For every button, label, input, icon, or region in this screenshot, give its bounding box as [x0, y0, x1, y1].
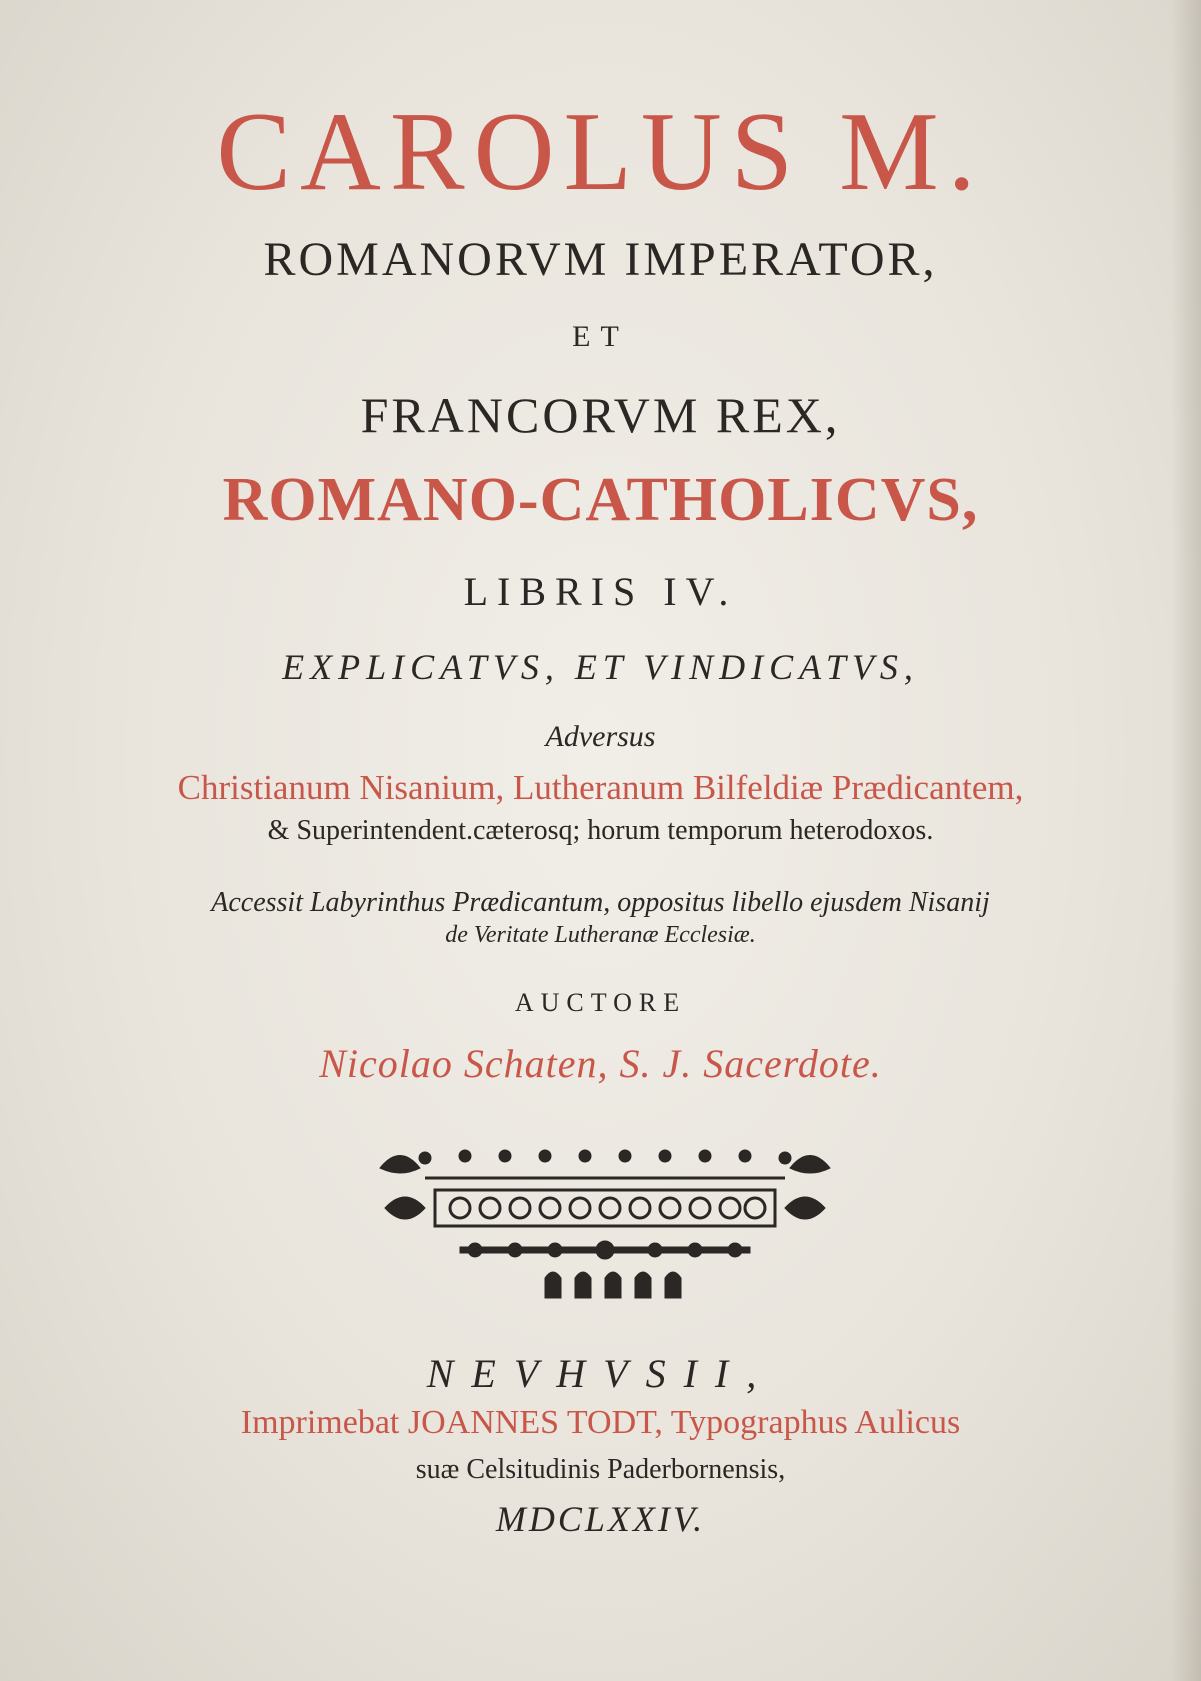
main-title: CAROLUS M. — [216, 90, 985, 214]
printers-ornament — [365, 1138, 845, 1318]
veritate-line: de Veritate Lutheranæ Ecclesiæ. — [445, 922, 756, 948]
subtitle-catholicus: ROMANO-CATHOLICVS, — [222, 466, 979, 534]
imprint-printer: Imprimebat JOANNES TODT, Typographus Aulicus — [240, 1404, 961, 1441]
conjunction-et: ET — [572, 320, 629, 353]
ornament-drops — [545, 1272, 681, 1298]
author-name: Nicolao Schaten, S. J. Sacerdote. — [319, 1041, 882, 1086]
libris-line: LIBRIS IV. — [463, 569, 738, 614]
ornament-top-row — [380, 1150, 830, 1173]
imprint-date: MDCLXXIV. — [495, 1499, 706, 1539]
ornament-lower-chain — [460, 1241, 750, 1259]
explicatus-line: EXPLICATVS, ET VINDICATVS, — [282, 647, 919, 687]
adversus-line: Adversus — [545, 720, 656, 753]
accessit-line: Accessit Labyrinthus Prædicantum, oppositus libello ejusdem Nisanij — [211, 887, 990, 918]
subtitle-imperator: ROMANORVM IMPERATOR, — [263, 233, 938, 286]
auctore-label: AUCTORE — [514, 988, 687, 1017]
imprint-place: NEVHVSII, — [426, 1351, 775, 1396]
opponent-line: Christianum Nisanium, Lutheranum Bilfeldiæ Prædicantem, — [177, 768, 1024, 807]
ornament-rosettes — [450, 1198, 765, 1218]
subtitle-rex: FRANCORVM REX, — [360, 387, 841, 443]
imprint-patron: suæ Celsitudinis Paderbornensis, — [415, 1454, 786, 1485]
superintendent-line: & Superintendent.cæterosq; horum temporum heterodoxos. — [267, 815, 934, 846]
